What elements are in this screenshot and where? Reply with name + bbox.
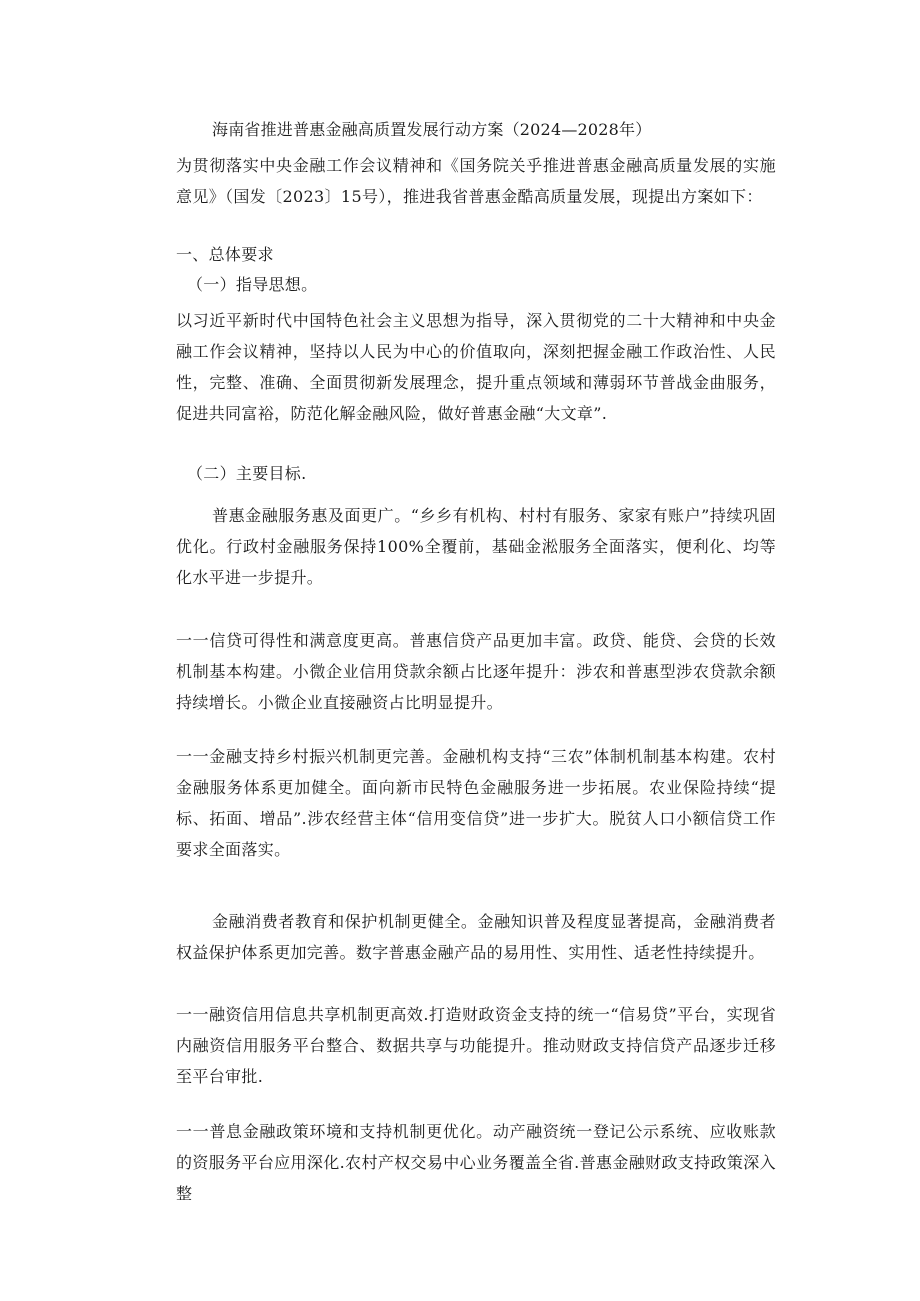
goal-paragraph-policy-environment [176, 1116, 776, 1209]
subsection-heading-main-goals: （二）主要目标. [187, 464, 307, 483]
intro-text: 为贯彻落实中央金融工作会议精神和《国务院关乎推进普惠金融高质量发展的实施意见》（国发〔2023〕15号），推进我省普惠金酷高质量发展，现提出方案如下： [176, 156, 776, 206]
goal-policy-text: 一一普息金融政策环境和支持机制更优化。动产融资统一登记公示系统、应收账款的资服务平台应用深化.农村产权交易中心业务覆盖全省.普惠金融财政支持政策深入整 [176, 1122, 776, 1203]
goal-paragraph-credit-info [176, 999, 776, 1092]
document-title: 海南省推进普惠金融高质置发展行动方案（2024—2028年） [212, 120, 652, 139]
goal-rural-text: 一一金融支持乡村振兴机制更完善。金融机构支持“三农”体制机制基本构建。农村金融服务体系更加健全。面向新市民特色金融服务进一步拓展。农业保险持续“提标、拓面、增品”.涉农经营主体“信用变信贷”进一步扩大。脱贫人口小额信贷工作要求全面落实。 [176, 747, 776, 859]
guiding-ideology-text: 以习近平新时代中国特色社会主义思想为指导，深入贯彻党的二十大精神和中央金融工作会议精神，坚持以人民为中心的价值取向，深刻把握金融工作政治性、人民性，完整、准确、全面贯彻新发展理念，提升重点领域和薄弱环节普战金曲服务，促进共同富裕，防范化解金融风险，做好普惠金融“大文章”. [176, 311, 776, 423]
goal-paragraph-rural [176, 741, 776, 865]
goal-credit-info-text: 一一融资信用信息共享机制更高效.打造财政资金支持的统一“信易贷”平台，实现省内融资信用服务平台整合、数据共享与功能提升。推动财政支持信贷产品逐步迁移至平台审批. [176, 1005, 776, 1086]
goal-paragraph-coverage [176, 500, 776, 593]
subsection-heading-guiding-ideology: （一）指导思想。 [187, 275, 318, 294]
section-heading-general-requirements: 一、总体要求 [176, 245, 274, 264]
goal-coverage-text: 普惠金融服务惠及面更广。“乡乡有机构、村村有服务、家家有账户”持续巩固优化。行政村金融服务保持100%全覆前，基础金淞服务全面落实，便利化、均等化水平进一步提升。 [176, 506, 776, 587]
goal-consumer-text: 金融消费者教育和保护机制更健全。金融知识普及程度显著提高，金融消费者权益保护体系更加完善。数字普惠金融产品的易用性、实用性、适老性持续提升。 [176, 912, 776, 962]
guiding-ideology-paragraph [176, 305, 776, 429]
goal-credit-text: 一一信贷可得性和满意度更高。普惠信贷产品更加丰富。政贷、能贷、会贷的长效机制基本构建。小微企业信用贷款余额占比逐年提升：涉农和普惠型涉农贷款余额持续增长。小微企业直接融资占比明显提升。 [176, 631, 776, 712]
intro-paragraph [176, 150, 776, 212]
goal-paragraph-credit [176, 625, 776, 718]
goal-paragraph-consumer-protection [176, 906, 776, 968]
